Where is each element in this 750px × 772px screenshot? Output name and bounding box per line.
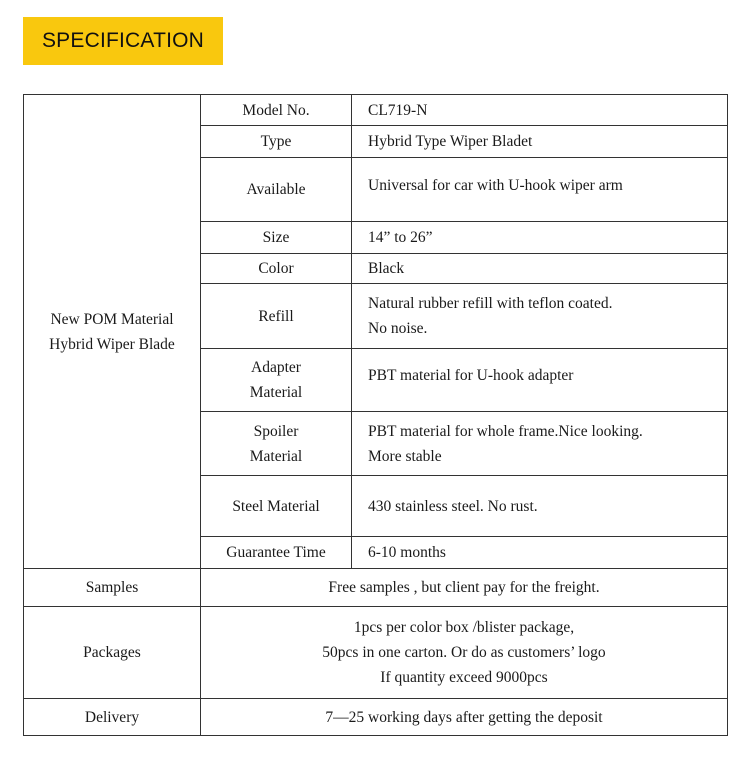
specification-banner <box>23 17 223 65</box>
spec-label: Color <box>201 254 352 284</box>
product-group-line: New POM Material <box>50 310 174 328</box>
spec-label: Available <box>201 158 352 222</box>
packages-row <box>24 607 728 699</box>
product-group-cell <box>24 95 201 569</box>
spec-label: Steel Material <box>201 476 352 537</box>
spec-value: Universal for car with U-hook wiper arm <box>352 158 728 222</box>
samples-row <box>24 569 728 607</box>
specification-table <box>23 94 728 736</box>
spec-value: 430 stainless steel. No rust. <box>352 476 728 537</box>
product-group-line: Hybrid Wiper Blade <box>49 335 175 353</box>
spec-label: Guarantee Time <box>201 537 352 569</box>
spec-label: Size <box>201 222 352 254</box>
spec-label: Adapter Material <box>201 349 352 412</box>
spec-value: Natural rubber refill with teflon coated. No noise. <box>352 284 728 349</box>
delivery-row <box>24 699 728 736</box>
delivery-label: Delivery <box>24 699 201 736</box>
spec-value: CL719-N <box>352 95 728 126</box>
spec-label: Refill <box>201 284 352 349</box>
spec-value: 14” to 26” <box>352 222 728 254</box>
samples-value: Free samples , but client pay for the freight. <box>201 569 728 607</box>
spec-value: 6-10 months <box>352 537 728 569</box>
spec-value: Black <box>352 254 728 284</box>
page-title: SPECIFICATION <box>41 29 205 52</box>
spec-value: PBT material for whole frame.Nice looking. More stable <box>352 412 728 476</box>
packages-label: Packages <box>24 607 201 699</box>
spec-value: PBT material for U-hook adapter <box>352 349 728 412</box>
packages-value: 1pcs per color box /blister package, 50pcs in one carton. Or do as customers’ logo If quantity exceed 9000pcs <box>201 607 728 699</box>
spec-row-model <box>24 95 728 126</box>
spec-value: Hybrid Type Wiper Bladet <box>352 126 728 158</box>
spec-label: Model No. <box>201 95 352 126</box>
spec-label: Type <box>201 126 352 158</box>
samples-label: Samples <box>24 569 201 607</box>
spec-label: Spoiler Material <box>201 412 352 476</box>
delivery-value: 7—25 working days after getting the deposit <box>201 699 728 736</box>
